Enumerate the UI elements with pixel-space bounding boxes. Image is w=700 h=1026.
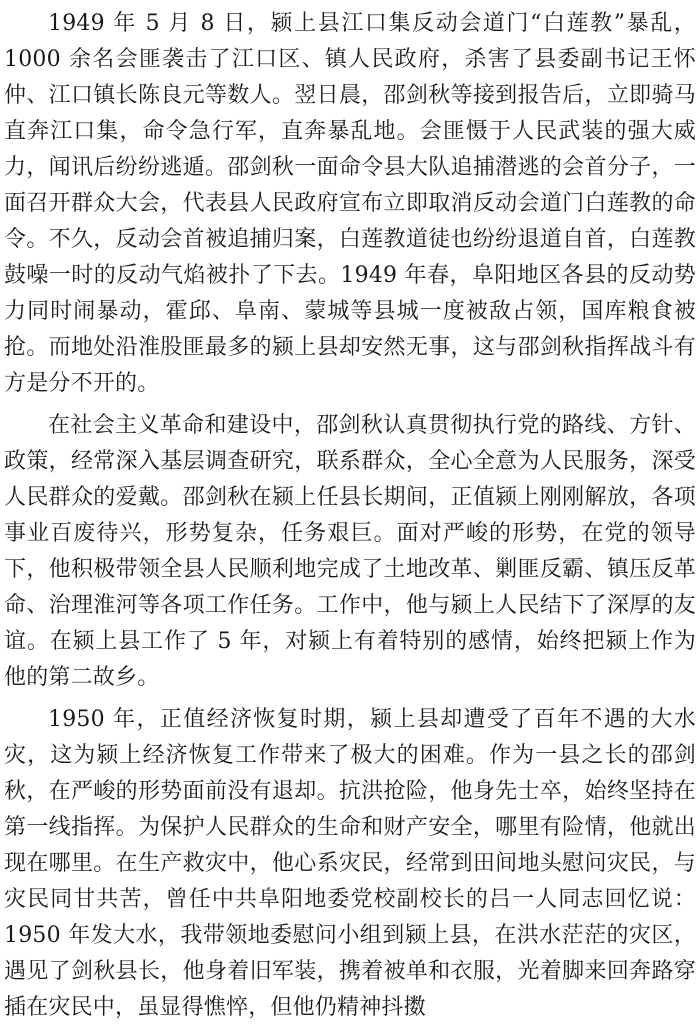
paragraph-2: 在社会主义革命和建设中，邵剑秋认真贯彻执行党的路线、方针、政策，经常深入基层调查研究，联系群众，全心全意为人民服务，深受人民群众的爱戴。邵剑秋在颍上任县长期间，正值颍上刚刚解放，各项事业百废待兴，形势复杂，任务艰巨。面对严峻的形势，在党的领导下，他积极带领全县人民顺利地完成了土地改革、剿匪反霸、镇压反革命、治理淮河等各项工作任务。工作中，他与颍上人民结下了深厚的友谊。在颍上县工作了 5 年，对颍上有着特别的感情，始终把颍上作为他的第二故乡。	[4, 413, 696, 690]
paragraph-3: 1950 年，正值经济恢复时期，颍上县却遭受了百年不遇的大水灾，这为颍上经济恢复工作带来了极大的困难。作为一县之长的邵剑秋，在严峻的形势面前没有退却。抗洪抢险，他身先士卒，始终坚持在第一线指挥。为保护人民群众的生命和财产安全，哪里有险情，他就出现在哪里。在生产救灾中，他心系灾民，经常到田间地头慰问灾民，与灾民同甘共苦，曾任中共阜阳地委党校副校长的吕一人同志回忆说：1950 年发大水，我带领地委慰问小组到颍上县，在洪水茫茫的灾区，遇见了剑秋县长，他身着旧军装，携着被单和衣服，光着脚来回奔路穿插在灾民中，虽显得憔悴，但他仍精神抖擞	[4, 707, 696, 1020]
paragraph-1: 1949 年 5 月 8 日，颍上县江口集反动会道门“白莲教”暴乱，1000 余名会匪袭击了江口区、镇人民政府，杀害了县委副书记王怀仲、江口镇长陈良元等数人。翌日晨，邵剑秋等接到报告后，立即骑马直奔江口集，命令急行军，直奔暴乱地。会匪慑于人民武装的强大威力，闻讯后纷纷逃遁。邵剑秋一面命令县大队追捕潜逃的会首分子，一面召开群众大会，代表县人民政府宣布立即取消反动会道门白莲教的命令。不久，反动会首被追捕归案，白莲教道徒也纷纷退道自首，白莲教鼓噪一时的反动气焰被扑了下去。1949 年春，阜阳地区各县的反动势力同时闹暴动，霍邱、阜南、蒙城等县城一度被敌占领，国库粮食被抢。而地处沿淮股匪最多的颍上县却安然无事，这与邵剑秋指挥战斗有方是分不开的。	[4, 11, 696, 396]
